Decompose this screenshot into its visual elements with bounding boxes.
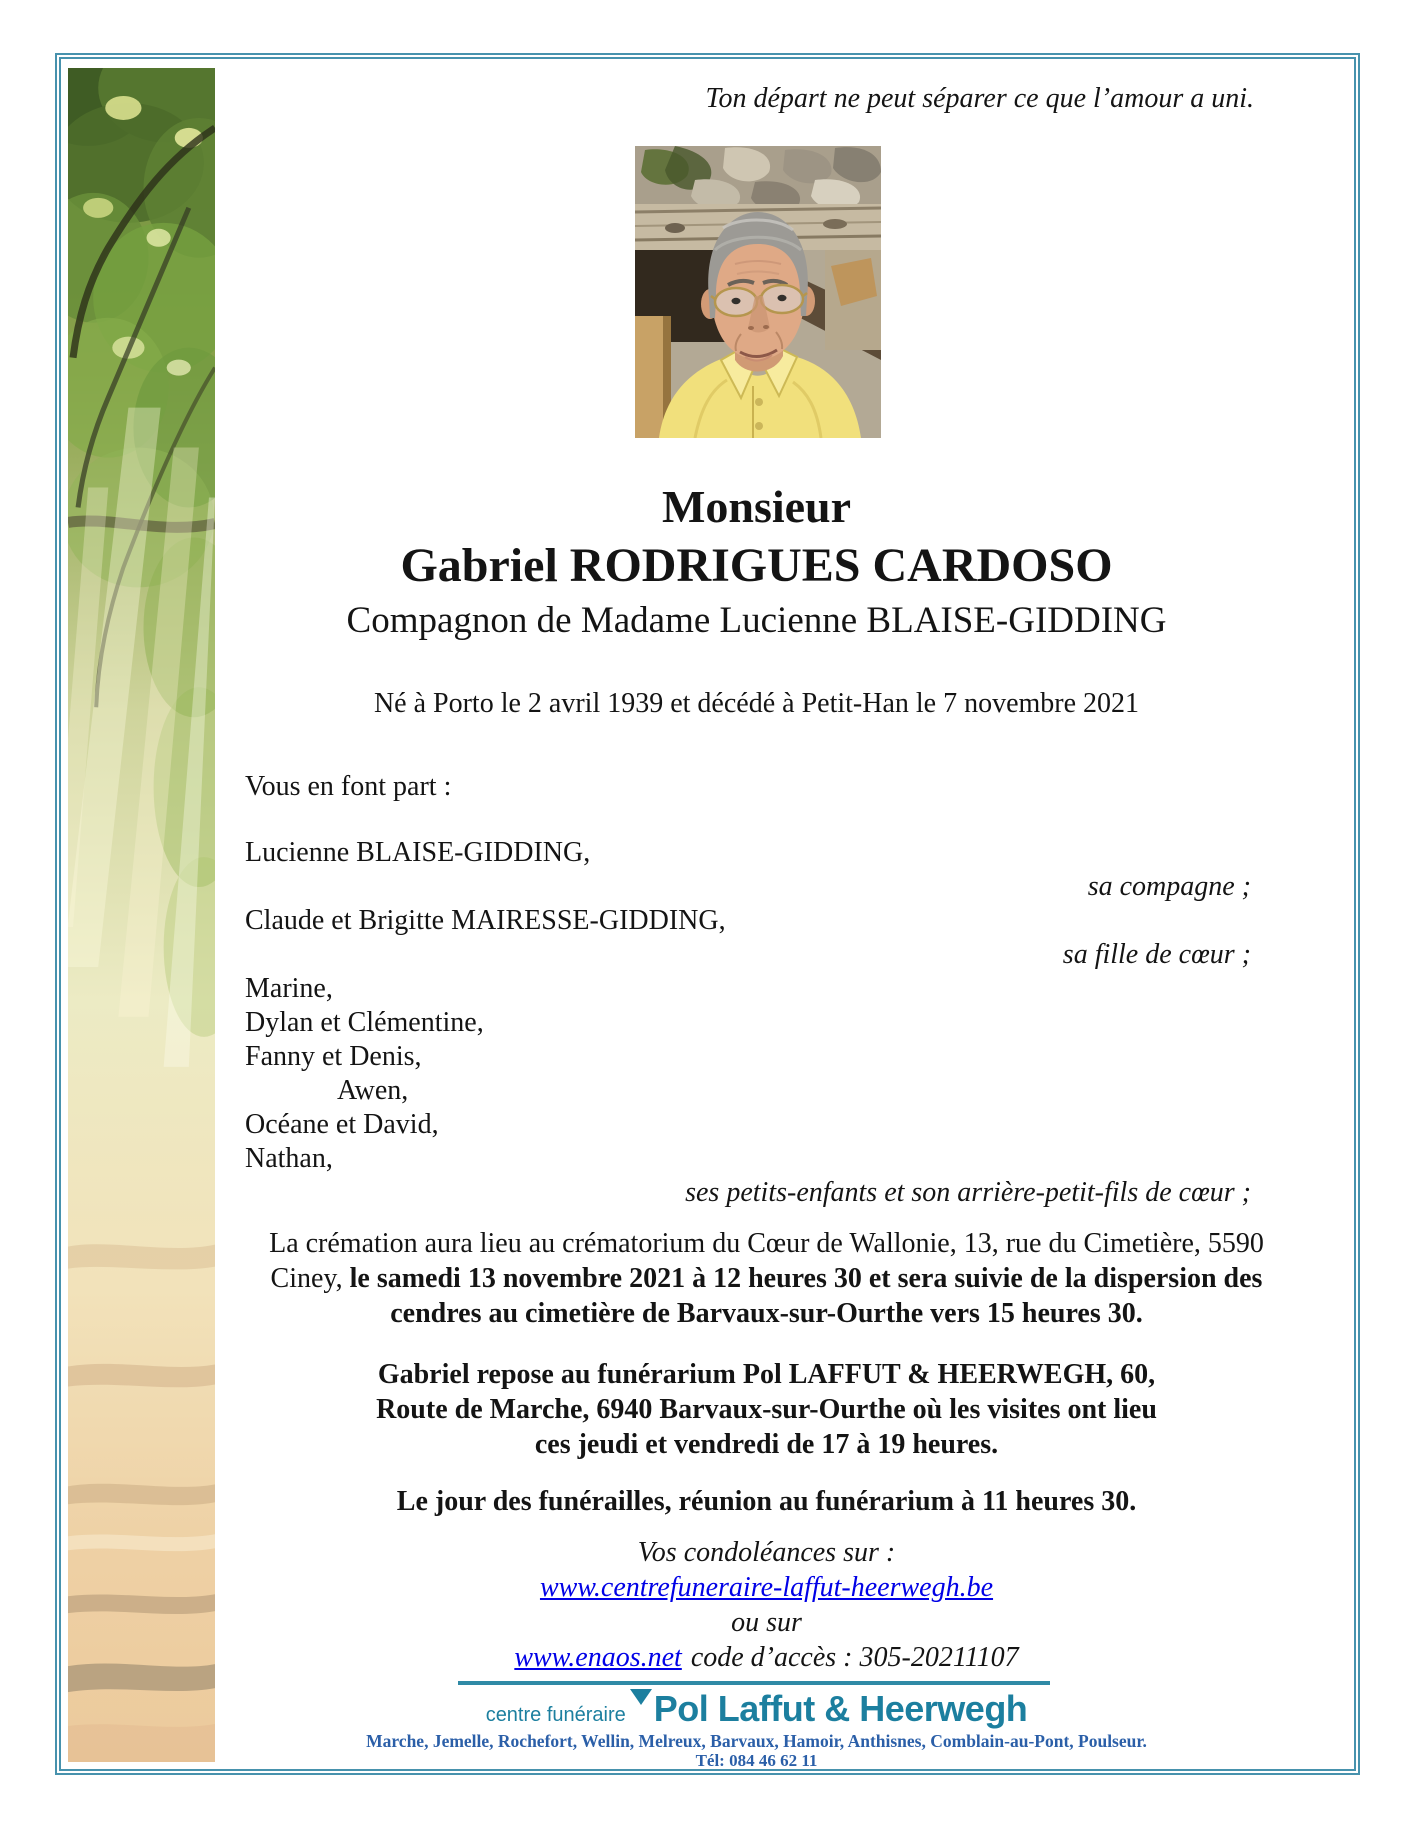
funeral-home-footer	[215, 1681, 1348, 1770]
cremation-line: cendres au cimetière de Barvaux-sur-Ourthe vers 15 heures 30.	[390, 1298, 1143, 1329]
footer-divider	[458, 1681, 1050, 1685]
localities-line: Marche, Jemelle, Rochefort, Wellin, Melreux, Barvaux, Hamoir, Anthisnes, Comblain-au-Pont, Poulseur.	[366, 1731, 1147, 1751]
funeral-home-logo	[215, 1687, 1348, 1731]
condolences-link-line	[215, 1570, 1348, 1605]
mourner-role: sa compagne ;	[1087, 871, 1251, 902]
relation-line: Compagnon de Madame Lucienne BLAISE-GIDDING	[346, 600, 1167, 641]
grandchild-name: Océane et David,	[245, 1109, 439, 1140]
mourner-role: sa fille de cœur ;	[1062, 939, 1251, 970]
condolences-heading: Vos condoléances sur :	[637, 1537, 896, 1568]
funerarium-line: Route de Marche, 6940 Barvaux-sur-Ourthe où les visites ont lieu	[376, 1394, 1157, 1425]
cremation-bold-run: le samedi 13 novembre 2021 à 12 heures 30 et sera suivie de la dispersion des	[349, 1263, 1263, 1294]
brand-prefix: centre funéraire	[485, 1704, 626, 1726]
life-dates: Né à Porto le 2 avril 1939 et décédé à Petit-Han le 7 novembre 2021	[373, 688, 1140, 719]
card-content	[215, 59, 1348, 1769]
enaos-website-link[interactable]: www.enaos.net	[514, 1642, 682, 1673]
deceased-photo	[635, 146, 881, 438]
cremation-line: La crémation aura lieu au crématorium du Cœur de Wallonie, 13, rue du Cimetière, 5590	[269, 1228, 1264, 1259]
phone-line: Tél: 084 46 62 11	[695, 1751, 818, 1770]
grandchild-name: Awen,	[337, 1075, 409, 1106]
cremation-line	[230, 1261, 1303, 1296]
announcement-intro: Vous en font part :	[245, 771, 452, 802]
triangle-down-icon	[630, 1689, 652, 1705]
deceased-name: Gabriel RODRIGUES CARDOSO	[400, 539, 1113, 592]
mourning-card-sheet	[55, 53, 1360, 1775]
brand-name: Pol Laffut & Heerwegh	[653, 1688, 1028, 1729]
funerarium-line: ces jeudi et vendredi de 17 à 19 heures.	[534, 1429, 999, 1460]
cremation-paragraph	[215, 1226, 1348, 1331]
access-code: code d’accès : 305-20211107	[690, 1642, 1019, 1673]
title-prefix: Monsieur	[661, 481, 852, 532]
grandchildren-role: ses petits-enfants et son arrière-petit-fils de cœur ;	[685, 1177, 1251, 1208]
grandchild-name: Fanny et Denis,	[245, 1041, 422, 1072]
memorial-quote: Ton départ ne peut séparer ce que l’amour a uni.	[705, 83, 1254, 114]
forest-path-image	[68, 68, 215, 1762]
enaos-link-line	[215, 1640, 1348, 1675]
grandchild-name: Nathan,	[245, 1143, 333, 1174]
cremation-normal-run: Ciney,	[270, 1263, 350, 1294]
mourner-name: Lucienne BLAISE-GIDDING,	[245, 837, 591, 868]
condolences-or: ou sur	[731, 1607, 802, 1638]
meeting-line: Le jour des funérailles, réunion au funérarium à 11 heures 30.	[396, 1486, 1137, 1517]
funeral-home-website-link[interactable]: www.centrefuneraire-laffut-heerwegh.be	[539, 1572, 994, 1603]
grandchild-name: Marine,	[245, 973, 333, 1004]
mourner-name: Claude et Brigitte MAIRESSE-GIDDING,	[245, 905, 726, 936]
funerarium-paragraph	[215, 1357, 1348, 1462]
grandchild-name: Dylan et Clémentine,	[245, 1007, 484, 1038]
funerarium-line: Gabriel repose au funérarium Pol LAFFUT & HEERWEGH, 60,	[377, 1359, 1156, 1390]
